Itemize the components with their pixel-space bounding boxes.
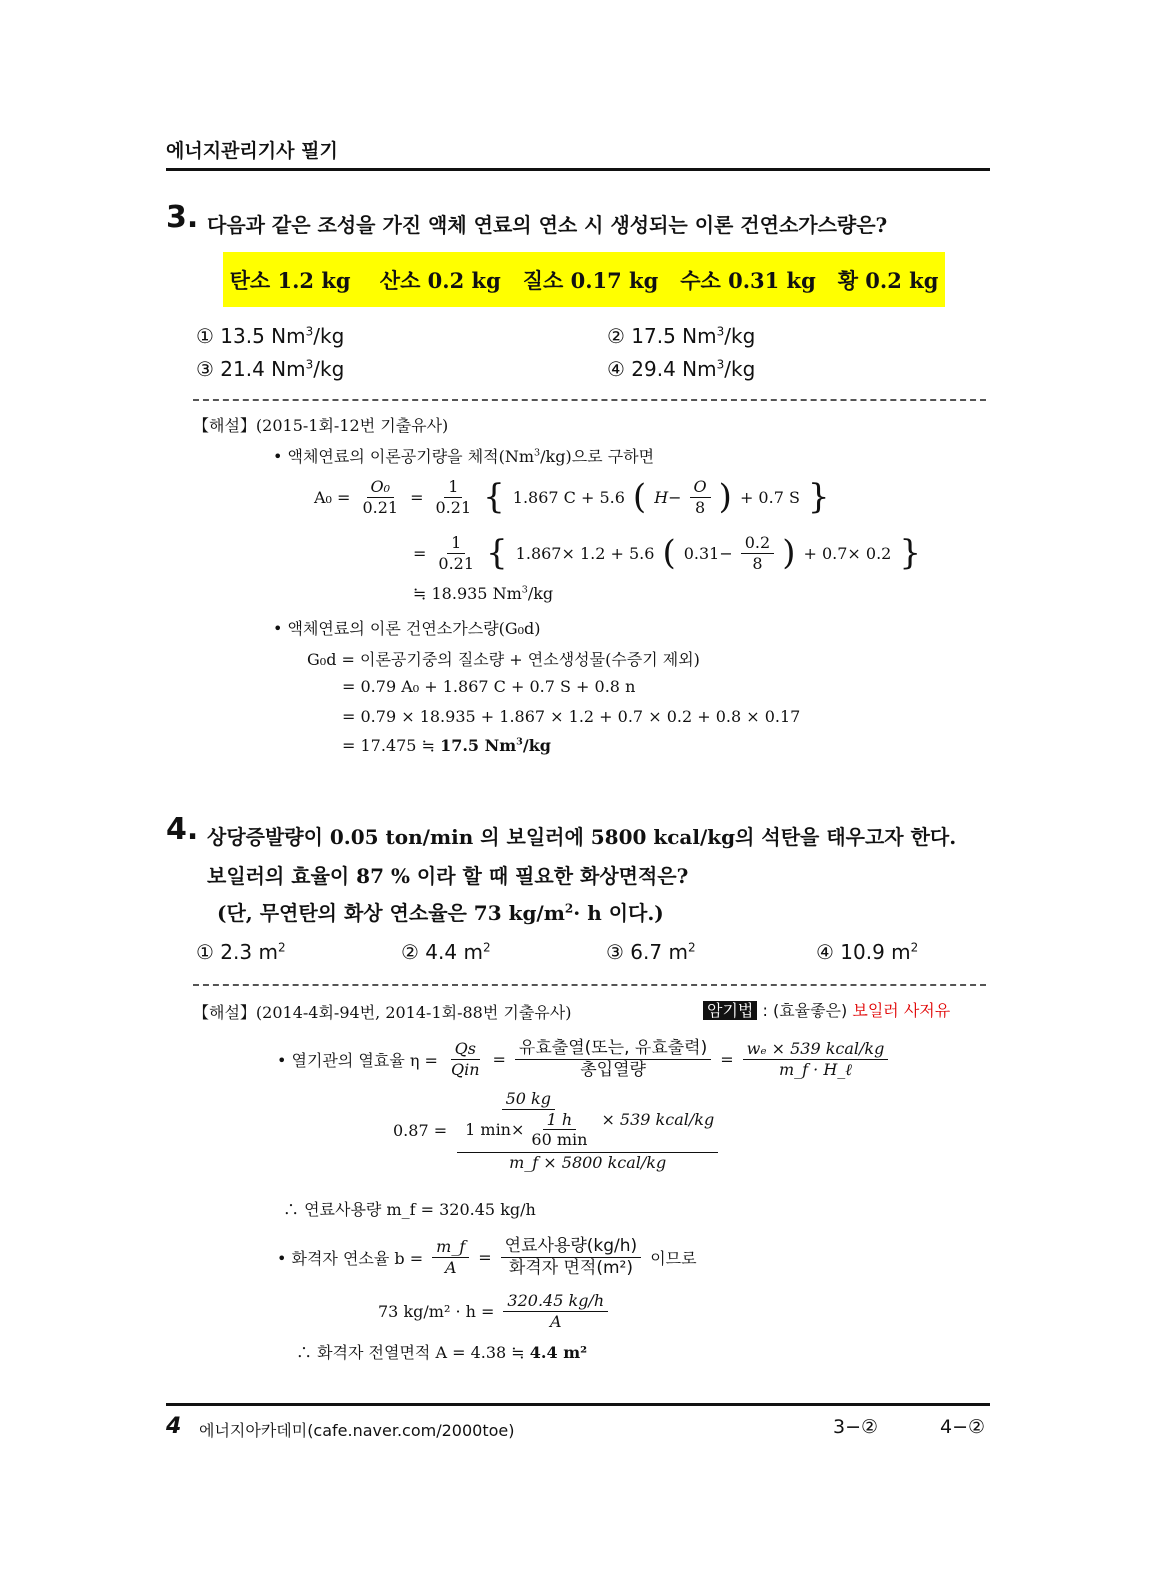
left-paren: ( (662, 533, 676, 573)
choice-unit: /kg (724, 324, 756, 348)
frac-num: O (690, 478, 711, 498)
choice-mark: ③ (196, 357, 214, 381)
frac-num: 1 h (543, 1111, 577, 1131)
mnemonic (703, 998, 950, 1021)
choice-exp: 3 (716, 324, 725, 339)
eq2-031: 0.31− (683, 543, 733, 563)
q4-number: 4. (166, 812, 199, 847)
efficiency-formula (277, 1032, 888, 1086)
frac-den: A (549, 1311, 562, 1331)
big-denominator: m_f × 5800 kcal/kg (509, 1152, 667, 1172)
eq1-h: H− (654, 487, 682, 507)
qs-over-qin (447, 1040, 484, 1078)
frac-den: 60 min (531, 1130, 588, 1150)
choice-unit: /kg (313, 324, 345, 348)
q4-line-3 (217, 897, 664, 926)
explanation-source: (2015-1회-12번 기출유사) (255, 416, 449, 435)
q3-divider (193, 399, 986, 401)
h-over-min (527, 1111, 591, 1149)
frac-num: wₑ × 539 kcal/kg (743, 1040, 889, 1060)
g0d-answer-unit: /kg (522, 736, 551, 755)
o-over-8 (690, 478, 711, 516)
choice-value: 10.9 m (840, 940, 911, 964)
bullet-text-post: /kg)으로 구하면 (540, 447, 655, 466)
q4-choice-1[interactable] (196, 940, 286, 964)
q3-choice-3[interactable] (196, 357, 344, 381)
mnemonic-label: 암기법 (703, 1001, 757, 1020)
left-paren: ( (632, 477, 647, 517)
big-fraction (457, 1090, 718, 1171)
therefore-fuel: ∴ 연료사용량 m_f = 320.45 kg/h (283, 1200, 536, 1219)
g0d-answer-exp: 3 (516, 736, 523, 748)
choice-unit: /kg (724, 357, 756, 381)
frac-den: 0.21 (438, 553, 475, 573)
page-header-title: 에너지관리기사 필기 (166, 140, 338, 162)
choice-value: 6.7 m (630, 940, 688, 964)
efficiency-substitution (393, 1090, 718, 1171)
choice-mark: ③ (606, 940, 624, 964)
q3-composition-box: 탄소 1.2 kg 산소 0.2 kg 질소 0.17 kg 수소 0.31 kg 황 0.2 kg (223, 252, 945, 307)
g0d-line-4 (342, 736, 551, 755)
mf-over-a (432, 1238, 469, 1276)
one-over-021 (434, 534, 478, 572)
q4-line-2: 보일러의 효율이 87 % 이라 할 때 필요한 화상면적은? (207, 864, 689, 888)
choice-value: 4.4 m (425, 940, 483, 964)
q3-question: 다음과 같은 조성을 가진 액체 연료의 연소 시 생성되는 이론 건연소가스량은? (207, 213, 888, 237)
choice-exp: 2 (910, 940, 919, 955)
choice-mark: ④ (816, 940, 834, 964)
eq1-body: 1.867 C + 5.6 (512, 487, 625, 507)
q4-line-1: 상당증발량이 0.05 ton/min 의 보일러에 5800 kcal/kg의 석탄을 태우고자 한다. (207, 825, 957, 849)
area-answer: 4.4 m² (529, 1343, 588, 1362)
choice-value: 17.5 Nm (631, 324, 717, 348)
rate-fraction (501, 1237, 642, 1277)
g0d-line-3: = 0.79 × 18.935 + 1.867 × 1.2 + 0.7 × 0.2 + 0.8 × 0.17 (342, 707, 801, 726)
frac-num: 0.2 (741, 534, 774, 554)
mnemonic-red: 보일러 사저유 (852, 1001, 951, 1020)
q4-line-3-post: · h 이다.) (573, 901, 664, 925)
eq2-tail: + 0.7× 0.2 (803, 543, 892, 563)
q4-choice-3[interactable] (606, 940, 696, 964)
mnemonic-mid: : (효율좋은) (762, 1001, 848, 1020)
a0-label: A₀ = (314, 487, 351, 507)
bullet-text: • 액체연료의 이론공기량을 체적(Nm (273, 447, 535, 466)
answer-q4: 4−② (940, 1416, 986, 1438)
bullet-exp: 3 (534, 447, 541, 459)
answer-q3: 3−② (833, 1416, 879, 1438)
q4-explanation-heading (193, 1000, 571, 1023)
02-over-8 (741, 534, 774, 572)
g0d-result-pre: = 17.475 ≒ (342, 736, 441, 755)
frac-num: Qs (451, 1040, 480, 1060)
equals: = (478, 1247, 492, 1267)
frac-den: 화격자 면적(m²) (508, 1257, 633, 1278)
inner-den (461, 1110, 595, 1149)
q3-bullet-2: • 액체연료의 이론 건연소가스량(G₀d) (273, 619, 541, 638)
choice-mark: ① (196, 324, 214, 348)
footer-site: 에너지아카데미(cafe.naver.com/2000toe) (199, 1421, 515, 1440)
frac-num: 1 (444, 478, 462, 498)
q4-choice-2[interactable] (401, 940, 491, 964)
we-fraction (743, 1040, 889, 1078)
equals: = (413, 543, 427, 563)
a0-result (413, 584, 553, 603)
frac-den: Qin (450, 1059, 480, 1079)
q4-line-3-exp: 2 (564, 901, 574, 916)
choice-mark: ① (196, 940, 214, 964)
rate-label: • 화격자 연소율 b = (277, 1248, 424, 1268)
left-brace: { (486, 533, 508, 573)
rate-post: 이므로 (650, 1248, 697, 1268)
explanation-label: 【해설】 (193, 416, 256, 435)
g0d-line-1: G₀d = 이론공기중의 질소량 + 연소생성물(수증기 제외) (307, 650, 700, 669)
choice-mark: ② (401, 940, 419, 964)
inner-fraction (461, 1090, 595, 1149)
frac-den: 0.21 (362, 497, 399, 517)
useful-fraction (515, 1039, 711, 1079)
eq1-tail: + 0.7 S (739, 487, 800, 507)
q3-number: 3. (166, 200, 199, 235)
choice-exp: 3 (305, 324, 314, 339)
inner-num: 50 kg (502, 1090, 555, 1110)
result-text: ≒ 18.935 Nm (413, 584, 522, 603)
frac-num: O₀ (367, 478, 395, 498)
a0-equation-1 (314, 472, 830, 522)
g0d-line-2: = 0.79 A₀ + 1.867 C + 0.7 S + 0.8 n (342, 677, 636, 696)
right-brace: } (899, 533, 921, 573)
q3-bullet-1 (273, 444, 654, 467)
eff-label: • 열기관의 열효율 η = (277, 1050, 438, 1070)
left-brace: { (483, 477, 505, 517)
frac-den: 8 (752, 553, 763, 573)
choice-exp: 3 (305, 357, 314, 372)
equals: = (720, 1049, 734, 1069)
choice-value: 13.5 Nm (220, 324, 306, 348)
rate2-lhs: 73 kg/m² · h = (378, 1301, 495, 1321)
therefore-area (296, 1340, 587, 1363)
right-paren: ) (718, 477, 732, 517)
choice-exp: 3 (716, 357, 725, 372)
q3-explanation-heading (193, 413, 448, 436)
choice-value: 2.3 m (220, 940, 278, 964)
area-pre: ∴ 화격자 전열면적 A = 4.38 ≒ (296, 1343, 530, 1362)
frac-den: 0.21 (435, 497, 472, 517)
footer-rule (166, 1403, 990, 1406)
choice-mark: ② (607, 324, 625, 348)
big-numerator (457, 1090, 718, 1153)
choice-value: 29.4 Nm (631, 357, 717, 381)
explanation-source: (2014-4회-94번, 2014-1회-88번 기출유사) (255, 1003, 572, 1022)
choice-exp: 2 (482, 940, 491, 955)
frac-num: 연료사용량(kg/h) (501, 1237, 642, 1258)
page-number: 4 (166, 1414, 182, 1439)
one-over-021 (432, 478, 476, 516)
frac-num: 1 (447, 534, 465, 554)
right-brace: } (807, 477, 830, 517)
choice-unit: /kg (313, 357, 345, 381)
frac-num: 320.45 kg/h (503, 1292, 608, 1312)
equals: = (410, 487, 424, 507)
o0-fraction (358, 478, 402, 516)
frac-num: 유효출열(또는, 유효출력) (515, 1039, 711, 1060)
q3-choice-4[interactable] (607, 357, 755, 381)
frac-den: m_f · H_ℓ (779, 1059, 852, 1079)
big-lhs: 0.87 = (393, 1121, 448, 1141)
header-rule (166, 168, 990, 171)
times-539: × 539 kcal/kg (601, 1109, 715, 1129)
grate-rate-substitution (378, 1286, 608, 1336)
choice-exp: 2 (277, 940, 286, 955)
eq2-body: 1.867× 1.2 + 5.6 (515, 543, 655, 563)
g0d-answer: 17.5 Nm (440, 736, 517, 755)
frac-den: 총입열량 (580, 1059, 646, 1080)
grate-rate-formula (277, 1230, 697, 1284)
q4-line-3-pre: (단, 무연탄의 화상 연소율은 73 kg/m (217, 901, 565, 925)
choice-value: 21.4 Nm (220, 357, 306, 381)
right-paren: ) (782, 533, 796, 573)
equals: = (492, 1049, 506, 1069)
one-min: 1 min× (465, 1119, 525, 1139)
result-unit: /kg (527, 584, 554, 603)
rate2-fraction (503, 1292, 608, 1330)
frac-den: 8 (695, 497, 706, 517)
q3-choice-1[interactable] (196, 324, 344, 348)
choice-exp: 2 (687, 940, 696, 955)
choice-mark: ④ (607, 357, 625, 381)
frac-num: m_f (432, 1238, 469, 1258)
explanation-label: 【해설】 (193, 1003, 256, 1022)
q4-choice-4[interactable] (816, 940, 918, 964)
result-exp: 3 (521, 584, 528, 596)
a0-equation-2 (413, 528, 921, 578)
frac-den: A (444, 1257, 457, 1277)
q4-divider (193, 984, 986, 986)
q3-choice-2[interactable] (607, 324, 755, 348)
